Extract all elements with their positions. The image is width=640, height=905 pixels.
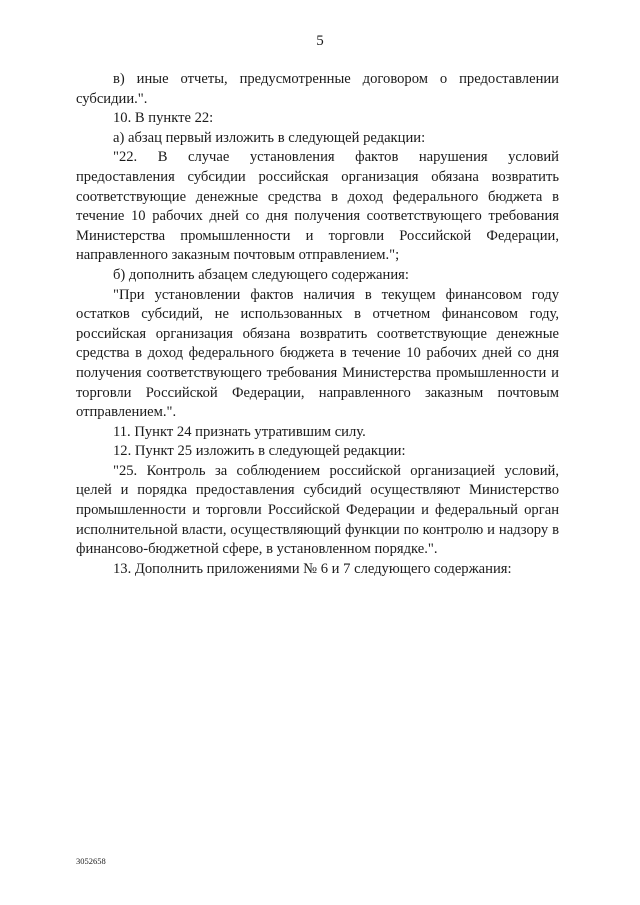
paragraph-item-12: 12. Пункт 25 изложить в следующей редакции: bbox=[113, 443, 406, 460]
document-body bbox=[76, 70, 559, 579]
document-code: 3052658 bbox=[76, 856, 106, 866]
paragraph-item-11: 11. Пункт 24 признать утратившим силу. bbox=[113, 423, 366, 440]
paragraph-clause-22: "22. В случае установления фактов нарушения условий предоставления субсидии российская организация обязана возвратить соответствующие денежные средства в доход федерального бюджета в течение 10 рабочих дней со дня получения соответствующего требования Министерства промышленности и торговли Российской Федерации, направленного заказным почтовым отправлением."; bbox=[76, 149, 559, 264]
paragraph-subitem-b: б) дополнить абзацем следующего содержания: bbox=[113, 266, 409, 283]
paragraph-new-clause: "При установлении фактов наличия в текущем финансовом году остатков субсидий, не использованных в отчетном финансовом году, российская организация обязана возвратить соответствующие денежные средства в доход федерального бюджета в течение 10 рабочих дней со дня получения соответствующего требования Министерства промышленности и торговли Российской Федерации, направленного заказным почтовым отправлением.". bbox=[76, 286, 559, 421]
paragraph-item-10: 10. В пункте 22: bbox=[113, 110, 214, 127]
paragraph-clause-25: "25. Контроль за соблюдением российской организацией условий, целей и порядка предоставления субсидий осуществляют Министерство промышленности и торговли Российской Федерации и федеральный орган исполнительной власти, осуществляющий функции по контролю и надзору в финансово-бюджетной сфере, в установленном порядке.". bbox=[76, 462, 559, 558]
page-number: 5 bbox=[316, 33, 324, 49]
paragraph-subitem-v: в) иные отчеты, предусмотренные договором о предоставлении субсидии.". bbox=[76, 71, 559, 107]
paragraph-item-13: 13. Дополнить приложениями № 6 и 7 следующего содержания: bbox=[113, 560, 512, 577]
paragraph-subitem-a: а) абзац первый изложить в следующей редакции: bbox=[113, 129, 426, 146]
